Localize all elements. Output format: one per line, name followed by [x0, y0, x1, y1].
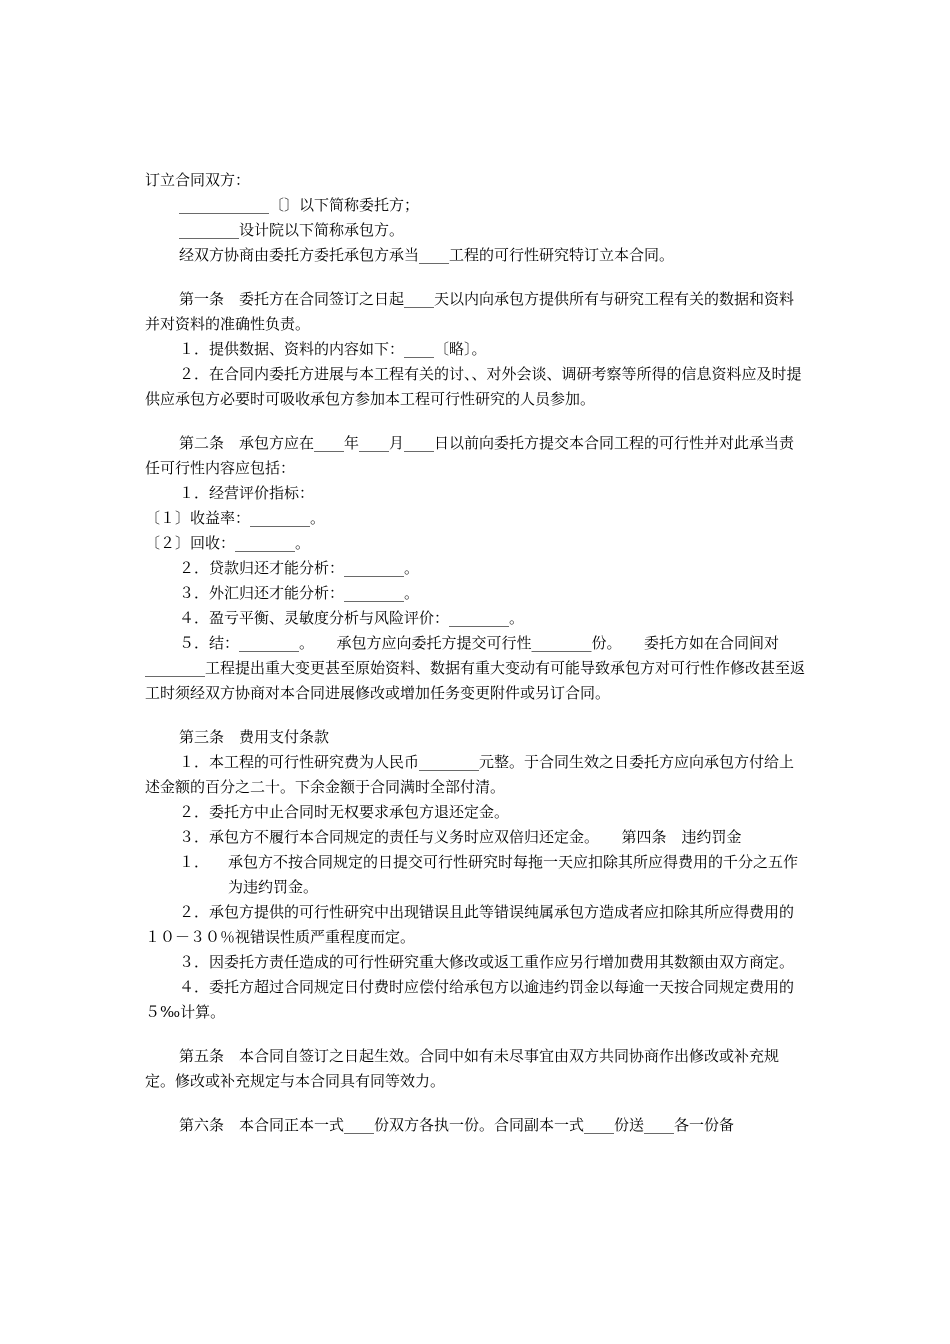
- article-4-item-4: ４．委托方超过合同规定日付费时应偿付给承包方以逾违约罚金以每逾一天按合同规定费用的５‰计算。: [145, 978, 795, 1021]
- article-2-item-3: ３．外汇归还才能分析：________。: [179, 584, 420, 602]
- intro-paragraph: 经双方协商由委托方委托承包方承当____工程的可行性研究特订立本合同。: [179, 246, 675, 264]
- article-5: 第五条 本合同自签订之日起生效。合同中如有未尽事宜由双方共同协商作出修改或补充规定。修改或补充规定与本合同具有同等效力。: [145, 1047, 780, 1090]
- contract-page: [145, 168, 805, 1138]
- article-2-item-4: ４．盈亏平衡、灵敏度分析与风险评价：________。: [179, 609, 525, 627]
- article-4-item-1-text: 承包方不按合同规定的日提交可行性研究时每拖一天应扣除其所应得费用的千分之五作为违约罚金。: [228, 853, 799, 896]
- article-4-item-3: ３．因委托方责任造成的可行性研究重大修改或返工重作应另行增加费用其数额由双方商定。: [179, 953, 795, 971]
- article-1: 第一条 委托方在合同签订之日起____天以内向承包方提供所有与研究工程有关的数据和资料并对资料的准确性负责。: [145, 290, 795, 333]
- article-3-item-3: ３．承包方不履行本合同规定的责任与义务时应双倍归还定金。 第四条 违约罚金: [179, 828, 742, 846]
- article-1-item-2: ２．在合同内委托方进展与本工程有关的讨、、对外会谈、调研考察等所得的信息资料应及时提供应承包方必要时可吸收承包方参加本工程可行性研究的人员参加。: [145, 365, 802, 408]
- article-4-item-1-number: １．: [179, 853, 210, 871]
- party-a-line: ____________〔〕以下简称委托方；: [179, 196, 420, 214]
- article-4-item-1: [145, 850, 805, 900]
- party-b-line: ________设计院以下简称承包方。: [179, 221, 405, 239]
- article-2-item-2: ２．贷款归还才能分析：________。: [179, 559, 420, 577]
- article-4-item-2: ２．承包方提供的可行性研究中出现错误且此等错误纯属承包方造成者应扣除其所应得费用的１０－３０％视错误性质严重程度而定。: [145, 903, 795, 946]
- article-3-item-1: １．本工程的可行性研究费为人民币________元整。于合同生效之日委托方应向承包方付给上述金额的百分之二十。下余金额于合同满时全部付清。: [145, 753, 795, 796]
- article-2-item-1b: 〔２〕回收：________。: [145, 534, 311, 552]
- article-6: 第六条 本合同正本一式____份双方各执一份。合同副本一式____份送____各一份备: [179, 1116, 735, 1134]
- article-3-item-2: ２．委托方中止合同时无权要求承包方退还定金。: [179, 803, 510, 821]
- article-2-item-1a: 〔１〕收益率：________。: [145, 509, 326, 527]
- article-3: 第三条 费用支付条款: [179, 728, 330, 746]
- article-2-item-1: １．经营评价指标：: [179, 484, 315, 502]
- parties-heading: 订立合同双方：: [145, 171, 251, 189]
- article-2-item-5: ５．结：________。 承包方应向委托方提交可行性________份。 委托方如在合同间对________工程提出重大变更甚至原始资料、数据有重大变动有可能导致承包方对可行性作修改甚至返工时须经双方协商对本合同进展修改或增加任务变更附件或另订合同。: [145, 634, 806, 702]
- article-2: 第二条 承包方应在____年____月____日以前向委托方提交本合同工程的可行性并对此承当责任可行性内容应包括：: [145, 434, 795, 477]
- article-1-item-1: １．提供数据、资料的内容如下：____〔略〕。: [179, 340, 487, 358]
